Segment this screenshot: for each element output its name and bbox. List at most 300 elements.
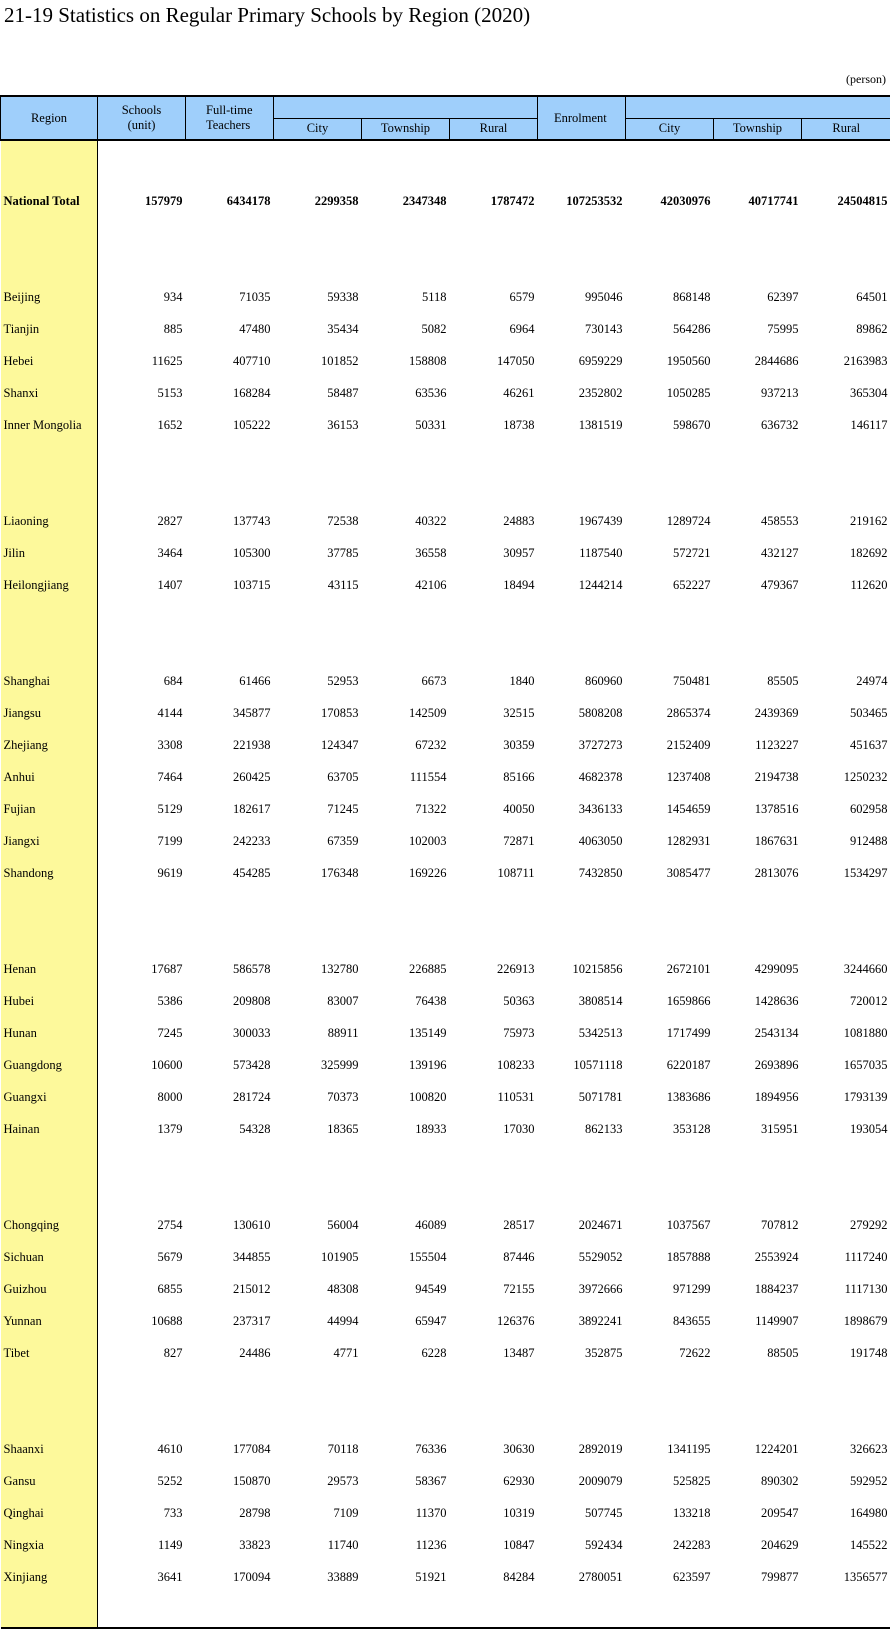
value-cell: 18365 — [274, 1113, 362, 1145]
value-cell: 1857888 — [626, 1241, 714, 1273]
value-cell: 10600 — [98, 1049, 186, 1081]
value-cell: 279292 — [802, 1209, 890, 1241]
value-cell: 4144 — [98, 697, 186, 729]
value-cell: 5129 — [98, 793, 186, 825]
value-cell: 44994 — [274, 1305, 362, 1337]
spacer-row — [1, 1145, 890, 1209]
value-cell: 48308 — [274, 1273, 362, 1305]
region-name: National Total — [1, 185, 98, 217]
value-cell: 18494 — [450, 569, 538, 601]
value-cell: 83007 — [274, 985, 362, 1017]
region-name: Guangdong — [1, 1049, 98, 1081]
table-row — [1, 1017, 890, 1049]
value-cell: 67232 — [362, 729, 450, 761]
value-cell: 33889 — [274, 1561, 362, 1593]
region-name: Shaanxi — [1, 1433, 98, 1465]
value-cell: 3641 — [98, 1561, 186, 1593]
value-cell: 1407 — [98, 569, 186, 601]
value-cell: 1050285 — [626, 377, 714, 409]
value-cell: 1717499 — [626, 1017, 714, 1049]
region-name: Zhejiang — [1, 729, 98, 761]
value-cell: 573428 — [186, 1049, 274, 1081]
value-cell: 76438 — [362, 985, 450, 1017]
value-cell: 28798 — [186, 1497, 274, 1529]
value-cell: 47480 — [186, 313, 274, 345]
region-name: Heilongjiang — [1, 569, 98, 601]
region-name: Tibet — [1, 1337, 98, 1369]
value-cell: 11625 — [98, 345, 186, 377]
value-cell: 62397 — [714, 281, 802, 313]
value-cell: 145522 — [802, 1529, 890, 1561]
value-cell: 1378516 — [714, 793, 802, 825]
value-cell: 407710 — [186, 345, 274, 377]
value-cell: 2299358 — [274, 185, 362, 217]
value-cell: 1117130 — [802, 1273, 890, 1305]
value-cell: 6579 — [450, 281, 538, 313]
value-cell: 8000 — [98, 1081, 186, 1113]
region-name: Guizhou — [1, 1273, 98, 1305]
table-row — [1, 569, 890, 601]
header-schools-line1: Schools — [98, 96, 186, 118]
value-cell: 46089 — [362, 1209, 450, 1241]
value-cell: 182617 — [186, 793, 274, 825]
value-cell: 503465 — [802, 697, 890, 729]
value-cell: 912488 — [802, 825, 890, 857]
table-row — [1, 1241, 890, 1273]
region-name: Guangxi — [1, 1081, 98, 1113]
value-cell: 3727273 — [538, 729, 626, 761]
value-cell: 1793139 — [802, 1081, 890, 1113]
value-cell: 40322 — [362, 505, 450, 537]
value-cell: 5071781 — [538, 1081, 626, 1113]
value-cell: 1149907 — [714, 1305, 802, 1337]
value-cell: 1341195 — [626, 1433, 714, 1465]
region-name: Henan — [1, 953, 98, 985]
table-row — [1, 1337, 890, 1369]
region-name: Fujian — [1, 793, 98, 825]
region-name: Qinghai — [1, 1497, 98, 1529]
value-cell: 937213 — [714, 377, 802, 409]
table-row — [1, 1529, 890, 1561]
table-body — [1, 140, 890, 1628]
value-cell: 146117 — [802, 409, 890, 441]
table-row — [1, 953, 890, 985]
value-cell: 11370 — [362, 1497, 450, 1529]
value-cell: 111554 — [362, 761, 450, 793]
spacer-row — [1, 217, 890, 281]
value-cell: 89862 — [802, 313, 890, 345]
value-cell: 18738 — [450, 409, 538, 441]
value-cell: 352875 — [538, 1337, 626, 1369]
value-cell: 124347 — [274, 729, 362, 761]
value-cell: 64501 — [802, 281, 890, 313]
value-cell: 6228 — [362, 1337, 450, 1369]
header-enrolment-township: Township — [714, 118, 802, 140]
value-cell: 85166 — [450, 761, 538, 793]
value-cell: 1224201 — [714, 1433, 802, 1465]
value-cell: 193054 — [802, 1113, 890, 1145]
value-cell: 6959229 — [538, 345, 626, 377]
value-cell: 10215856 — [538, 953, 626, 985]
value-cell: 11236 — [362, 1529, 450, 1561]
value-cell: 623597 — [626, 1561, 714, 1593]
region-name: Inner Mongolia — [1, 409, 98, 441]
value-cell: 365304 — [802, 377, 890, 409]
value-cell: 7464 — [98, 761, 186, 793]
value-cell: 1867631 — [714, 825, 802, 857]
value-cell: 6673 — [362, 665, 450, 697]
value-cell: 592952 — [802, 1465, 890, 1497]
value-cell: 50331 — [362, 409, 450, 441]
value-cell: 32515 — [450, 697, 538, 729]
value-cell: 101852 — [274, 345, 362, 377]
region-name: Hubei — [1, 985, 98, 1017]
unit-note: (person) — [846, 72, 886, 87]
value-cell: 2672101 — [626, 953, 714, 985]
value-cell: 5153 — [98, 377, 186, 409]
value-cell: 862133 — [538, 1113, 626, 1145]
value-cell: 1884237 — [714, 1273, 802, 1305]
region-name: Shandong — [1, 857, 98, 889]
value-cell: 72622 — [626, 1337, 714, 1369]
value-cell: 2152409 — [626, 729, 714, 761]
spacer-row — [1, 1369, 890, 1433]
header-enrolment-city: City — [626, 118, 714, 140]
region-name: Tianjin — [1, 313, 98, 345]
value-cell: 37785 — [274, 537, 362, 569]
value-cell: 147050 — [450, 345, 538, 377]
value-cell: 1037567 — [626, 1209, 714, 1241]
value-cell: 17687 — [98, 953, 186, 985]
table-header — [1, 96, 890, 140]
page-title: 21-19 Statistics on Regular Primary Schools by Region (2020) — [4, 3, 530, 28]
header-teachers-township: Township — [362, 118, 450, 140]
value-cell: 28517 — [450, 1209, 538, 1241]
spacer-row — [1, 153, 890, 185]
value-cell: 1840 — [450, 665, 538, 697]
value-cell: 1117240 — [802, 1241, 890, 1273]
value-cell: 1282931 — [626, 825, 714, 857]
value-cell: 5808208 — [538, 697, 626, 729]
value-cell: 843655 — [626, 1305, 714, 1337]
header-schools-line2: (unit) — [98, 118, 186, 140]
value-cell: 169226 — [362, 857, 450, 889]
table-row — [1, 729, 890, 761]
value-cell: 191748 — [802, 1337, 890, 1369]
header-region: Region — [1, 96, 98, 140]
region-name: Xinjiang — [1, 1561, 98, 1593]
value-cell: 890302 — [714, 1465, 802, 1497]
value-cell: 7199 — [98, 825, 186, 857]
value-cell: 5252 — [98, 1465, 186, 1497]
value-cell: 458553 — [714, 505, 802, 537]
table-row — [1, 1273, 890, 1305]
region-name: Liaoning — [1, 505, 98, 537]
value-cell: 170094 — [186, 1561, 274, 1593]
value-cell: 24883 — [450, 505, 538, 537]
value-cell: 2827 — [98, 505, 186, 537]
value-cell: 7245 — [98, 1017, 186, 1049]
value-cell: 636732 — [714, 409, 802, 441]
value-cell: 507745 — [538, 1497, 626, 1529]
region-name: Beijing — [1, 281, 98, 313]
table-row — [1, 665, 890, 697]
table-row — [1, 761, 890, 793]
value-cell: 71322 — [362, 793, 450, 825]
value-cell: 3436133 — [538, 793, 626, 825]
value-cell: 592434 — [538, 1529, 626, 1561]
value-cell: 219162 — [802, 505, 890, 537]
spacer-row — [1, 601, 890, 665]
region-name: Jiangxi — [1, 825, 98, 857]
value-cell: 76336 — [362, 1433, 450, 1465]
value-cell: 353128 — [626, 1113, 714, 1145]
value-cell: 1123227 — [714, 729, 802, 761]
value-cell: 6964 — [450, 313, 538, 345]
value-cell: 525825 — [626, 1465, 714, 1497]
value-cell: 75995 — [714, 313, 802, 345]
value-cell: 602958 — [802, 793, 890, 825]
value-cell: 3085477 — [626, 857, 714, 889]
value-cell: 7432850 — [538, 857, 626, 889]
value-cell: 1379 — [98, 1113, 186, 1145]
value-cell: 135149 — [362, 1017, 450, 1049]
value-cell: 63705 — [274, 761, 362, 793]
value-cell: 733 — [98, 1497, 186, 1529]
value-cell: 71245 — [274, 793, 362, 825]
value-cell: 209808 — [186, 985, 274, 1017]
statistics-table — [0, 95, 890, 1629]
value-cell: 155504 — [362, 1241, 450, 1273]
table-row — [1, 537, 890, 569]
value-cell: 2553924 — [714, 1241, 802, 1273]
value-cell: 885 — [98, 313, 186, 345]
value-cell: 451637 — [802, 729, 890, 761]
value-cell: 2865374 — [626, 697, 714, 729]
value-cell: 6855 — [98, 1273, 186, 1305]
value-cell: 105300 — [186, 537, 274, 569]
value-cell: 242283 — [626, 1529, 714, 1561]
value-cell: 281724 — [186, 1081, 274, 1113]
value-cell: 454285 — [186, 857, 274, 889]
value-cell: 137743 — [186, 505, 274, 537]
value-cell: 126376 — [450, 1305, 538, 1337]
value-cell: 139196 — [362, 1049, 450, 1081]
table-row — [1, 1305, 890, 1337]
value-cell: 84284 — [450, 1561, 538, 1593]
table-row — [1, 409, 890, 441]
table-row — [1, 345, 890, 377]
value-cell: 17030 — [450, 1113, 538, 1145]
table-row — [1, 857, 890, 889]
value-cell: 182692 — [802, 537, 890, 569]
value-cell: 85505 — [714, 665, 802, 697]
value-cell: 2024671 — [538, 1209, 626, 1241]
value-cell: 30630 — [450, 1433, 538, 1465]
value-cell: 799877 — [714, 1561, 802, 1593]
value-cell: 11740 — [274, 1529, 362, 1561]
value-cell: 5082 — [362, 313, 450, 345]
value-cell: 58487 — [274, 377, 362, 409]
value-cell: 51921 — [362, 1561, 450, 1593]
value-cell: 1428636 — [714, 985, 802, 1017]
value-cell: 158808 — [362, 345, 450, 377]
spacer-row — [1, 441, 890, 505]
value-cell: 105222 — [186, 409, 274, 441]
value-cell: 3244660 — [802, 953, 890, 985]
value-cell: 13487 — [450, 1337, 538, 1369]
value-cell: 215012 — [186, 1273, 274, 1305]
region-name: Jilin — [1, 537, 98, 569]
region-name: Shanghai — [1, 665, 98, 697]
value-cell: 1454659 — [626, 793, 714, 825]
value-cell: 1244214 — [538, 569, 626, 601]
value-cell: 56004 — [274, 1209, 362, 1241]
spacer-row — [1, 140, 890, 153]
value-cell: 107253532 — [538, 185, 626, 217]
table-row — [1, 281, 890, 313]
value-cell: 1381519 — [538, 409, 626, 441]
value-cell: 1534297 — [802, 857, 890, 889]
value-cell: 6434178 — [186, 185, 274, 217]
value-cell: 564286 — [626, 313, 714, 345]
header-enrolment: Enrolment — [538, 96, 626, 140]
value-cell: 2892019 — [538, 1433, 626, 1465]
value-cell: 1898679 — [802, 1305, 890, 1337]
value-cell: 100820 — [362, 1081, 450, 1113]
value-cell: 260425 — [186, 761, 274, 793]
table-row — [1, 1081, 890, 1113]
value-cell: 10847 — [450, 1529, 538, 1561]
value-cell: 586578 — [186, 953, 274, 985]
table-row — [1, 793, 890, 825]
value-cell: 2163983 — [802, 345, 890, 377]
region-name: Sichuan — [1, 1241, 98, 1273]
region-name: Ningxia — [1, 1529, 98, 1561]
value-cell: 3972666 — [538, 1273, 626, 1305]
value-cell: 707812 — [714, 1209, 802, 1241]
value-cell: 2009079 — [538, 1465, 626, 1497]
value-cell: 995046 — [538, 281, 626, 313]
table-row — [1, 1113, 890, 1145]
value-cell: 1187540 — [538, 537, 626, 569]
value-cell: 170853 — [274, 697, 362, 729]
value-cell: 108233 — [450, 1049, 538, 1081]
value-cell: 50363 — [450, 985, 538, 1017]
value-cell: 1149 — [98, 1529, 186, 1561]
value-cell: 102003 — [362, 825, 450, 857]
value-cell: 652227 — [626, 569, 714, 601]
value-cell: 827 — [98, 1337, 186, 1369]
value-cell: 46261 — [450, 377, 538, 409]
value-cell: 4610 — [98, 1433, 186, 1465]
value-cell: 572721 — [626, 537, 714, 569]
value-cell: 598670 — [626, 409, 714, 441]
value-cell: 142509 — [362, 697, 450, 729]
value-cell: 132780 — [274, 953, 362, 985]
value-cell: 42030976 — [626, 185, 714, 217]
value-cell: 2780051 — [538, 1561, 626, 1593]
value-cell: 65947 — [362, 1305, 450, 1337]
table-row — [1, 377, 890, 409]
value-cell: 58367 — [362, 1465, 450, 1497]
value-cell: 29573 — [274, 1465, 362, 1497]
value-cell: 176348 — [274, 857, 362, 889]
value-cell: 315951 — [714, 1113, 802, 1145]
region-name: Chongqing — [1, 1209, 98, 1241]
region-name: Hainan — [1, 1113, 98, 1145]
value-cell: 479367 — [714, 569, 802, 601]
value-cell: 3892241 — [538, 1305, 626, 1337]
value-cell: 87446 — [450, 1241, 538, 1273]
region-name: Yunnan — [1, 1305, 98, 1337]
value-cell: 1237408 — [626, 761, 714, 793]
value-cell: 720012 — [802, 985, 890, 1017]
value-cell: 1657035 — [802, 1049, 890, 1081]
value-cell: 344855 — [186, 1241, 274, 1273]
value-cell: 971299 — [626, 1273, 714, 1305]
value-cell: 300033 — [186, 1017, 274, 1049]
value-cell: 7109 — [274, 1497, 362, 1529]
value-cell: 36153 — [274, 409, 362, 441]
value-cell: 325999 — [274, 1049, 362, 1081]
value-cell: 88505 — [714, 1337, 802, 1369]
value-cell: 108711 — [450, 857, 538, 889]
value-cell: 40717741 — [714, 185, 802, 217]
value-cell: 164980 — [802, 1497, 890, 1529]
value-cell: 868148 — [626, 281, 714, 313]
value-cell: 24504815 — [802, 185, 890, 217]
value-cell: 110531 — [450, 1081, 538, 1113]
value-cell: 70373 — [274, 1081, 362, 1113]
value-cell: 2194738 — [714, 761, 802, 793]
value-cell: 42106 — [362, 569, 450, 601]
value-cell: 204629 — [714, 1529, 802, 1561]
value-cell: 94549 — [362, 1273, 450, 1305]
value-cell: 2352802 — [538, 377, 626, 409]
table-row — [1, 1497, 890, 1529]
table-row — [1, 1561, 890, 1593]
table-row — [1, 985, 890, 1017]
value-cell: 35434 — [274, 313, 362, 345]
value-cell: 10319 — [450, 1497, 538, 1529]
value-cell: 1289724 — [626, 505, 714, 537]
value-cell: 730143 — [538, 313, 626, 345]
value-cell: 3308 — [98, 729, 186, 761]
table-row — [1, 313, 890, 345]
value-cell: 112620 — [802, 569, 890, 601]
value-cell: 684 — [98, 665, 186, 697]
table-row — [1, 1465, 890, 1497]
table-row — [1, 1049, 890, 1081]
value-cell: 24486 — [186, 1337, 274, 1369]
table-row — [1, 1433, 890, 1465]
value-cell: 237317 — [186, 1305, 274, 1337]
value-cell: 18933 — [362, 1113, 450, 1145]
value-cell: 5342513 — [538, 1017, 626, 1049]
value-cell: 4299095 — [714, 953, 802, 985]
header-teachers-line2: Teachers — [186, 118, 274, 140]
region-name: Anhui — [1, 761, 98, 793]
value-cell: 62930 — [450, 1465, 538, 1497]
region-name: Shanxi — [1, 377, 98, 409]
value-cell: 934 — [98, 281, 186, 313]
value-cell: 1950560 — [626, 345, 714, 377]
value-cell: 1659866 — [626, 985, 714, 1017]
value-cell: 1081880 — [802, 1017, 890, 1049]
value-cell: 40050 — [450, 793, 538, 825]
value-cell: 75973 — [450, 1017, 538, 1049]
